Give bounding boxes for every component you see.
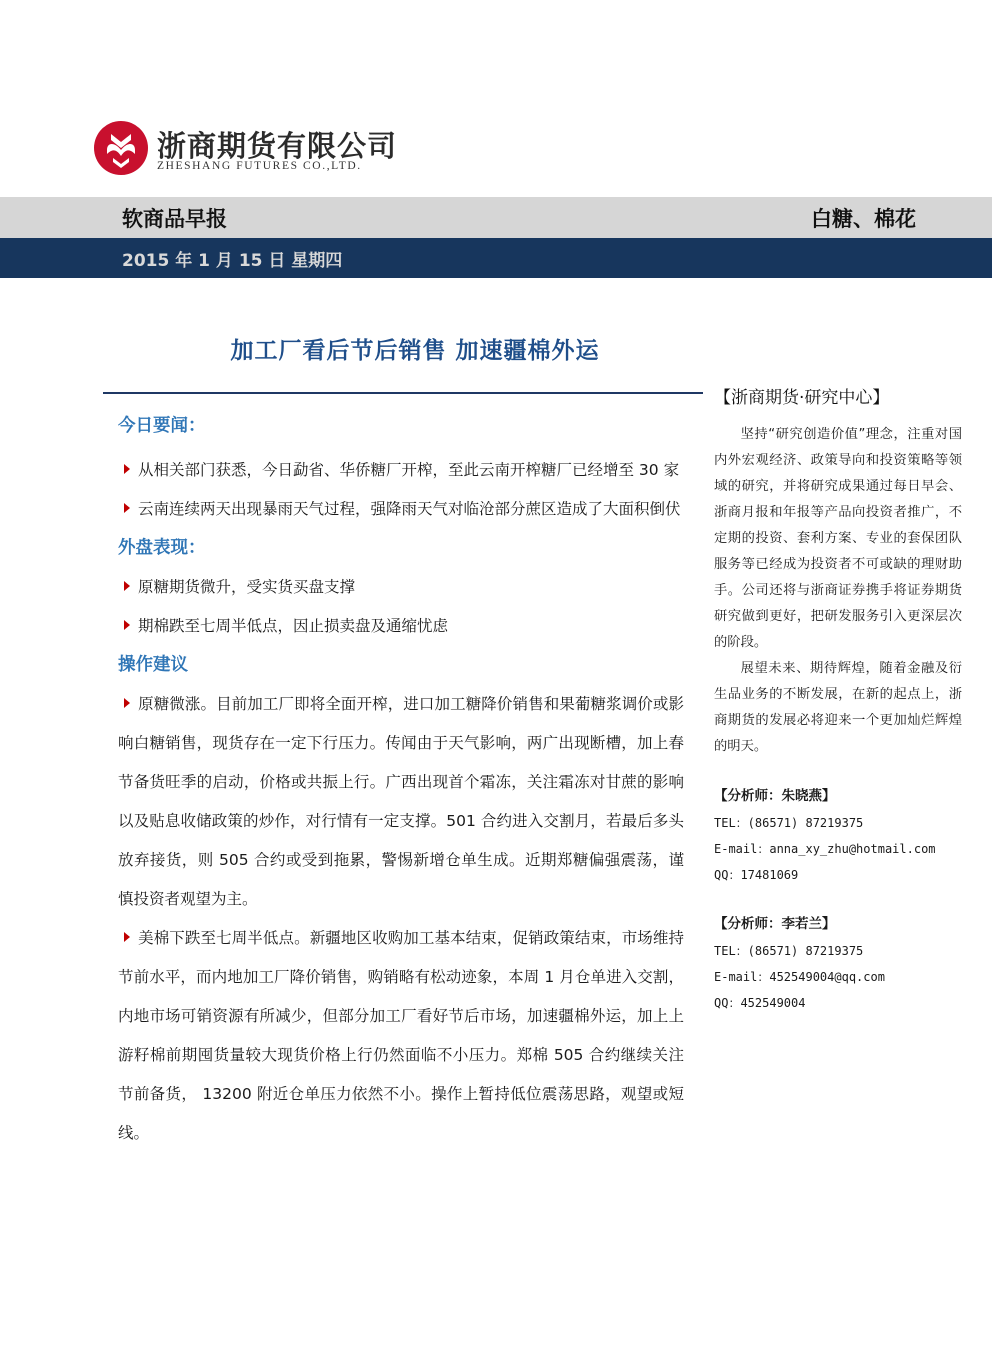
analyst-qq: QQ：452549004 — [714, 996, 806, 1010]
advice-item-text: 原糖微涨。目前加工厂即将全面开榨，进口加工糖降价销售和果葡糖浆调价或影响白糖销售，现货存在一定下行压力。传闻由于天气影响，两广出现断槽，加上春节备货旺季的启动，价格或共振上行。广西出现首个霜冻，关注霜冻对甘蔗的影响以及贴息收储政策的炒作，对行情有一定支撑。501 合约进入交割月，若最后多头放弃接货，则 505 合约或受到拖累，警惕新增仓单生成。近期郑糖偏强震荡，谨慎投资者观望为主。 — [118, 695, 684, 908]
analyst-name: 【分析师：李若兰】 — [714, 916, 836, 932]
external-item-text: 期棉跌至七周半低点，因止损卖盘及通缩忧虑 — [138, 617, 449, 635]
bullet-arrow-icon — [124, 698, 130, 708]
bullet-arrow-icon — [124, 464, 130, 474]
external-item-text: 原糖期货微升，受实货买盘支撑 — [138, 578, 356, 596]
bullet-arrow-icon — [124, 620, 130, 630]
news-item-text: 从相关部门获悉，今日勐省、华侨糖厂开榨，至此云南开榨糖厂已经增至 30 家 — [138, 461, 680, 479]
bullet-arrow-icon — [124, 581, 130, 591]
title-divider — [103, 392, 703, 394]
news-item-text: 云南连续两天出现暴雨天气过程，强降雨天气对临沧部分蔗区造成了大面积倒伏 — [138, 500, 681, 518]
bullet-arrow-icon — [124, 932, 130, 942]
advice-item — [118, 919, 684, 1153]
news-item — [118, 451, 684, 490]
analyst-card — [714, 910, 962, 1016]
report-header-band — [0, 197, 992, 238]
analyst-tel: TEL：(86571) 87219375 — [714, 944, 864, 958]
analyst-qq: QQ：17481069 — [714, 868, 799, 882]
news-item — [118, 490, 684, 529]
analyst-email[interactable]: E-mail：anna_xy_zhu@hotmail.com — [714, 842, 936, 856]
company-name-en: ZHESHANG FUTURES CO.,LTD. — [157, 160, 362, 172]
report-title: 加工厂看后节后销售 加速疆棉外运 — [230, 338, 600, 364]
analyst-card — [714, 782, 962, 888]
advice-item — [118, 685, 684, 919]
analyst-email[interactable]: E-mail：452549004@qq.com — [714, 970, 885, 984]
advice-item-text: 美棉下跌至七周半低点。新疆地区收购加工基本结束，促销政策结束，市场维持节前水平，而内地加工厂降价销售，购销略有松动迹象，本周 1 月仓单进入交割，内地市场可销资源有所减少，但部分加工厂看好节后市场，加速疆棉外运，加上上游籽棉前期囤货量较大现货价格上行仍然面临不小压力。郑棉 505 合约继续关注节前备货， 13200 附近仓单压力依然不小。操作上暂持低位震荡思路，观望或短线。 — [118, 929, 684, 1142]
sidebar-intro: 坚持“研究创造价值”理念，注重对国内外宏观经济、政策导向和投资策略等领域的研究，并将研究成果通过每日早会、浙商月报和年报等产品向投资者推广，不定期的投资、套利方案、专业的套保团队服务等已经成为投资者不可或缺的理财助手。公司还将与浙商证券携手将证券期货研究做到更好，把研发服务引入更深层次的阶段。 — [714, 427, 962, 650]
sidebar — [714, 383, 962, 1016]
report-date: 2015 年 1 月 15 日 星期四 — [122, 251, 343, 271]
section-heading-news: 今日要闻： — [118, 416, 206, 436]
company-logo — [93, 120, 398, 180]
company-name-cn: 浙商期货有限公司 — [157, 129, 398, 163]
analyst-tel: TEL：(86571) 87219375 — [714, 816, 864, 830]
section-heading-advice: 操作建议 — [118, 655, 188, 675]
report-commodities: 白糖、棉花 — [811, 207, 916, 231]
external-item — [118, 568, 684, 607]
date-band — [0, 238, 992, 278]
main-content — [118, 407, 684, 1153]
external-item — [118, 607, 684, 646]
logo-mark-icon — [93, 120, 149, 176]
report-type: 软商品早报 — [122, 207, 227, 231]
sidebar-title: 【浙商期货·研究中心】 — [714, 388, 890, 408]
analyst-name: 【分析师：朱晓燕】 — [714, 788, 836, 804]
section-heading-external: 外盘表现： — [118, 538, 206, 558]
sidebar-outlook: 展望未来、期待辉煌，随着金融及衍生品业务的不断发展，在新的起点上，浙商期货的发展必将迎来一个更加灿烂辉煌的明天。 — [714, 661, 962, 754]
bullet-arrow-icon — [124, 503, 130, 513]
